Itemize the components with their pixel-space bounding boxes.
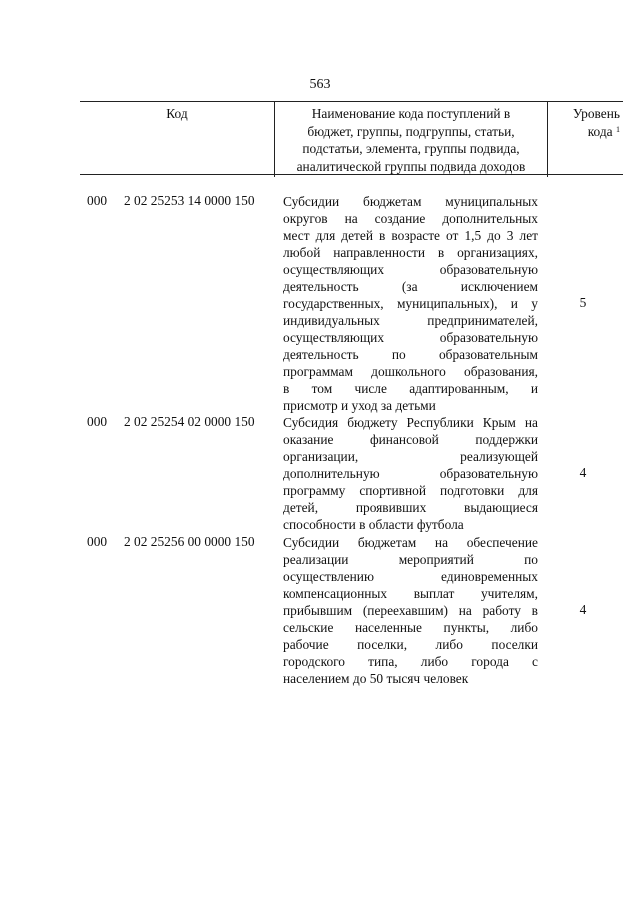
header-level <box>548 102 623 177</box>
description-line: осуществляющих образовательную <box>283 330 538 345</box>
row-description <box>283 193 538 414</box>
row-code: 2 02 25253 14 0000 150 <box>124 193 255 208</box>
row-level: 5 <box>579 295 587 310</box>
row-code: 2 02 25254 02 0000 150 <box>124 414 255 429</box>
description-line: компенсационных выплат учителям, <box>283 586 538 601</box>
description-line: оказание финансовой поддержки <box>283 432 538 447</box>
description-line: реализации мероприятий по <box>283 552 538 567</box>
header-name-line: бюджет, группы, подгруппы, статьи, <box>307 123 515 139</box>
header-level-line1: Уровень <box>572 106 620 121</box>
header-name <box>275 102 548 177</box>
page-number: 563 <box>309 77 331 92</box>
description-line: городского типа, либо города с <box>283 654 538 669</box>
header-name-line: Наименование кода поступлений в <box>311 106 511 121</box>
footnote-mark: 1 <box>616 124 620 134</box>
description-line: Субсидии бюджетам муниципальных <box>283 194 538 209</box>
description-line: осуществлению единовременных <box>283 569 538 584</box>
row-prefix: 000 <box>87 534 108 549</box>
description-line: программу спортивной подготовки для <box>283 483 538 498</box>
description-line: Субсидия бюджету Республики Крым на <box>283 415 538 430</box>
description-line: рабочие поселки, либо поселки <box>283 637 538 652</box>
header-name-line: аналитической группы подвида доходов <box>296 158 526 174</box>
description-line: детей, проявивших выдающиеся <box>283 500 538 515</box>
description-line: Субсидии бюджетам на обеспечение <box>283 535 538 550</box>
description-line: государственных, муниципальных), и у <box>283 296 538 311</box>
description-line: осуществляющих образовательную <box>283 262 538 277</box>
description-line: организации, реализующей <box>283 449 538 464</box>
description-line: сельские населенные пункты, либо <box>283 620 538 635</box>
description-line: населением до 50 тысяч человек <box>283 671 469 686</box>
row-code: 2 02 25256 00 0000 150 <box>124 534 255 549</box>
header-name-line: подстатьи, элемента, группы подвида, <box>302 141 520 156</box>
row-description <box>283 414 538 533</box>
description-line: округов на создание дополнительных <box>283 211 538 226</box>
row-description <box>283 534 538 687</box>
description-line: дополнительную образовательную <box>283 466 538 481</box>
description-line: мест для детей в возрасте от 1,5 до 3 лет <box>283 228 538 243</box>
table-header <box>80 101 623 175</box>
description-line: присмотр и уход за детьми <box>283 398 436 413</box>
description-line: в том числе адаптированным, и <box>283 381 538 396</box>
row-level: 4 <box>579 602 587 617</box>
row-prefix: 000 <box>87 193 108 208</box>
description-line: прибывшим (переехавшим) на работу в <box>283 603 538 618</box>
description-line: индивидуальных предпринимателей, <box>283 313 538 328</box>
header-level-line2: кода $^1$ <box>587 123 620 139</box>
row-level: 4 <box>579 465 587 480</box>
description-line: деятельность (за исключением <box>283 279 538 294</box>
description-line: программам дошкольного образования, <box>283 364 538 379</box>
description-line: любой направленности в организациях, <box>283 245 538 260</box>
description-line: деятельность по образовательным <box>283 347 538 362</box>
description-line: способности в области футбола <box>283 517 464 532</box>
row-prefix: 000 <box>87 414 108 429</box>
header-code: Код <box>80 102 275 177</box>
